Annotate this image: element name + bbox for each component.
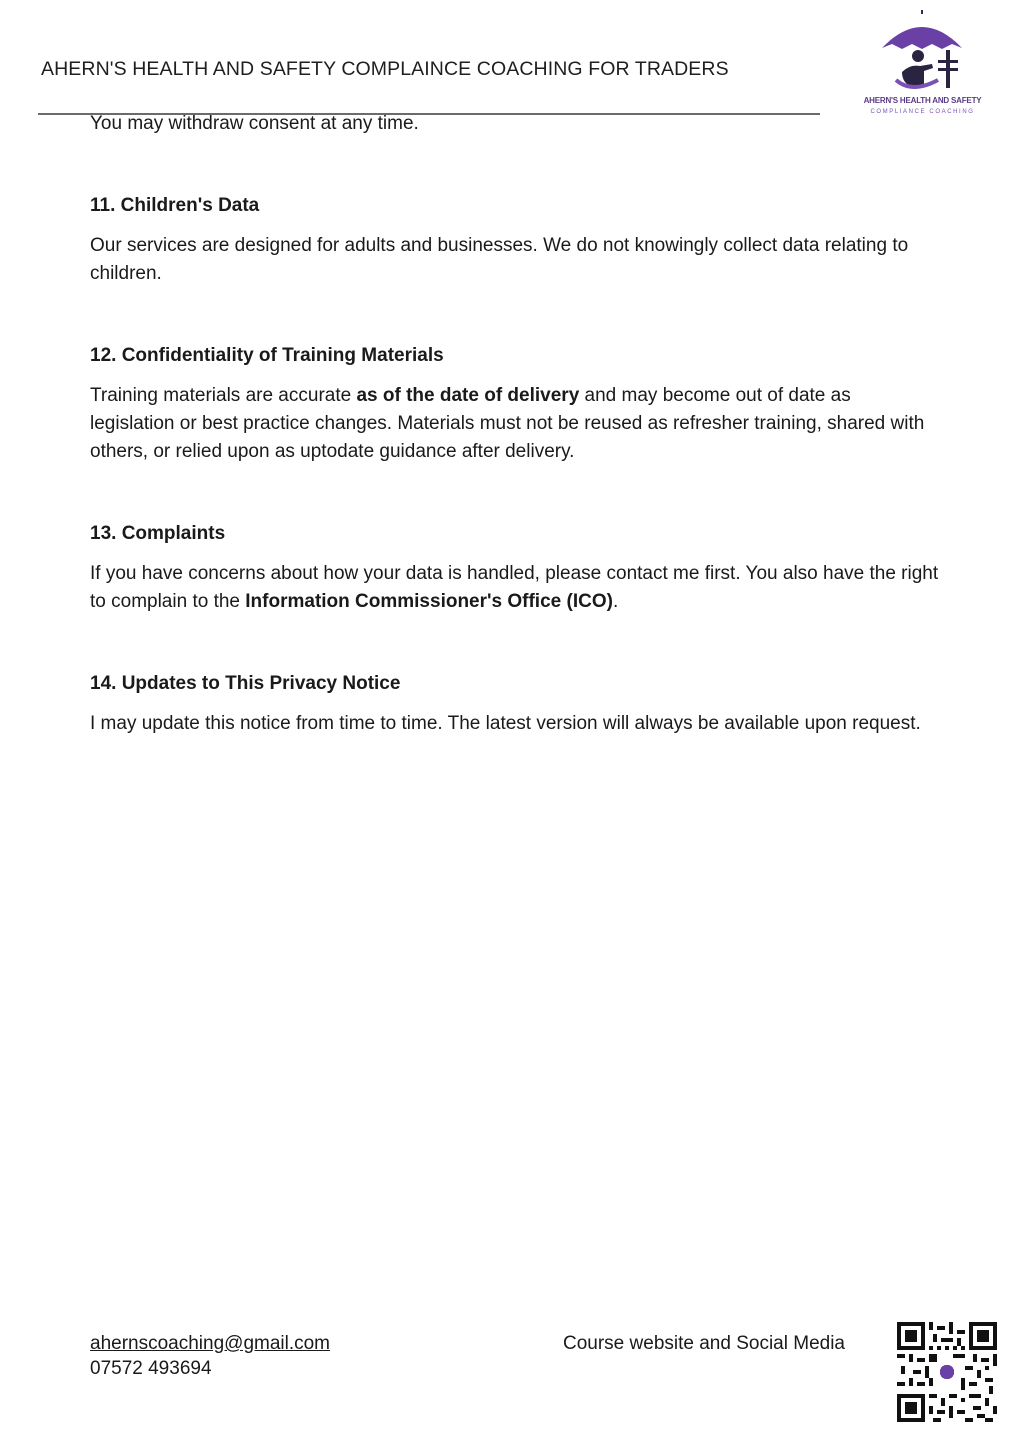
paragraph-text: and may become out of date as legislation or best practice changes. Materials must not be reused as refresher training, shared with others, or relied upon as uptodate guidance after delivery. <box>90 385 925 462</box>
footer-phone: 07572 493694 <box>90 1358 212 1379</box>
umbrella-person-icon <box>840 8 1005 98</box>
paragraph-text: Training materials are accurate <box>90 385 357 406</box>
section-complaints <box>90 520 940 616</box>
paragraph-emphasis: as of the date of delivery <box>356 385 580 406</box>
paragraph-text: . <box>612 591 619 612</box>
paragraph-emphasis: Information Commissioner's Office (ICO) <box>245 591 613 612</box>
section-heading: 11. Children's Data <box>90 195 260 216</box>
section-heading: 13. Complaints <box>90 523 226 544</box>
section-paragraph: Our services are designed for adults and businesses. We do not knowingly collect data relating to children. <box>90 235 909 284</box>
section-heading: 12. Confidentiality of Training Materials <box>90 345 444 366</box>
consent-line: You may withdraw consent at any time. <box>90 113 419 134</box>
section-childrens-data <box>90 192 940 288</box>
section-heading: 14. Updates to This Privacy Notice <box>90 673 401 694</box>
document-body <box>90 110 940 738</box>
section-paragraph <box>90 382 940 466</box>
logo-text: AHERN'S HEALTH AND SAFETY <box>863 96 982 105</box>
section-confidentiality <box>90 342 940 466</box>
footer-website-label: Course website and Social Media <box>563 1333 845 1354</box>
section-paragraph <box>90 560 940 616</box>
company-logo <box>840 8 1005 126</box>
document-header-title: AHERN'S HEALTH AND SAFETY COMPLAINCE COACHING FOR TRADERS <box>41 58 729 80</box>
paragraph-text: If you have concerns about how your data is handled, please contact me first. You also have the right to complain to the <box>90 563 939 612</box>
section-paragraph: I may update this notice from time to time. The latest version will always be available upon request. <box>90 713 921 734</box>
section-updates <box>90 670 940 738</box>
qr-code-icon[interactable] <box>897 1322 997 1422</box>
footer-email-link[interactable]: ahernscoaching@gmail.com <box>90 1333 331 1354</box>
logo-subtext: COMPLIANCE COACHING <box>870 109 975 115</box>
